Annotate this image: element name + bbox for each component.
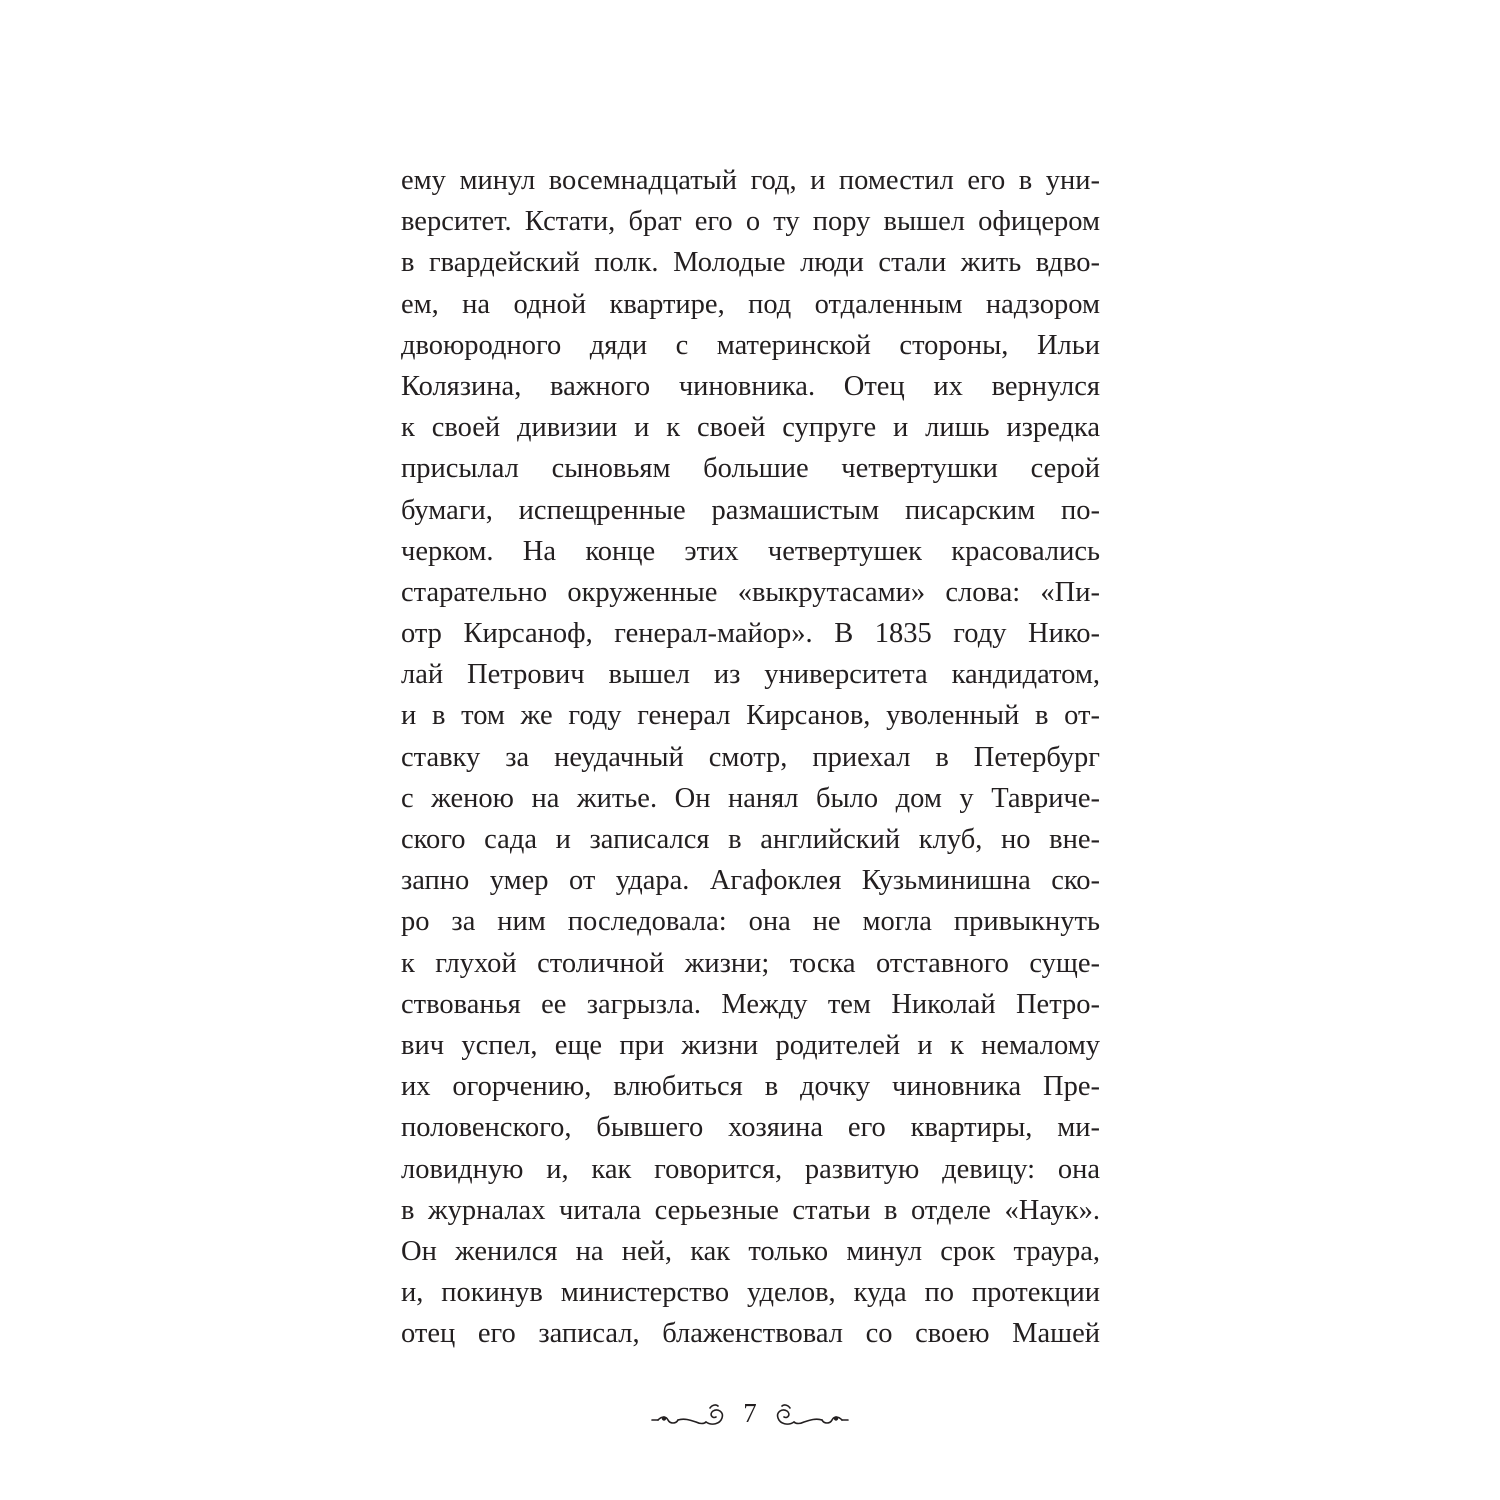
text-line: и в том же году генерал Кирсанов, уволенный в от- xyxy=(401,700,1100,732)
text-line: ставку за неудачный смотр, приехал в Петербург xyxy=(401,741,1100,773)
text-line: ем, на одной квартире, под отдаленным надзором xyxy=(401,288,1100,320)
text-line: верситет. Кстати, брат его о ту пору вышел офицером xyxy=(401,206,1100,238)
text-line: в журналах читала серьезные статьи в отделе «Наук». xyxy=(401,1194,1100,1226)
text-line: с женою на житье. Он нанял было дом у Тавриче- xyxy=(401,782,1100,814)
text-line: бумаги, испещренные размашистым писарским по- xyxy=(401,494,1100,526)
text-line: к своей дивизии и к своей супруге и лишь изредка xyxy=(401,412,1100,444)
text-line: и, покинув министерство уделов, куда по протекции xyxy=(401,1277,1100,1309)
text-line: лай Петрович вышел из университета кандидатом, xyxy=(401,659,1100,691)
text-line: ствованья ее загрызла. Между тем Николай Петро- xyxy=(401,988,1100,1020)
text-line: в гвардейский полк. Молодые люди стали жить вдво- xyxy=(401,247,1100,279)
text-line: к глухой столичной жизни; тоска отставного суще- xyxy=(401,947,1100,979)
text-line: ловидную и, как говорится, развитую девицу: она xyxy=(401,1153,1100,1185)
text-line: ему минул восемнадцатый год, и поместил его в уни- xyxy=(401,165,1100,196)
page-number: 7 xyxy=(743,1398,757,1428)
text-line: черком. На конце этих четвертушек красовались xyxy=(401,535,1100,567)
text-line: старательно окруженные «выкрутасами» слова: «Пи- xyxy=(401,576,1100,608)
page-footer xyxy=(650,1396,850,1436)
text-line: их огорчению, влюбиться в дочку чиновника Пре- xyxy=(401,1071,1100,1103)
text-line: вич успел, еще при жизни родителей и к немалому xyxy=(401,1029,1100,1061)
text-line: ского сада и записался в английский клуб, но вне- xyxy=(401,824,1100,855)
text-line: Колязина, важного чиновника. Отец их вернулся xyxy=(401,370,1100,402)
scroll-flourish-right-icon xyxy=(772,1402,850,1432)
scroll-flourish-left-icon xyxy=(650,1402,728,1432)
body-text xyxy=(401,160,1100,1354)
text-line: половенского, бывшего хозяина его квартиры, ми- xyxy=(401,1112,1100,1144)
text-line: отец его записал, блаженствовал со своею Машей xyxy=(401,1318,1100,1350)
text-line: ро за ним последовала: она не могла привыкнуть xyxy=(401,906,1100,938)
text-line: отр Кирсаноф, генерал-майор». В 1835 году Нико- xyxy=(401,618,1100,650)
text-line: Он женился на ней, как только минул срок траура, xyxy=(401,1235,1100,1267)
text-line: присылал сыновьям большие четвертушки серой xyxy=(401,453,1100,485)
text-line: двоюродного дяди с материнской стороны, Ильи xyxy=(401,329,1100,361)
text-line: запно умер от удара. Агафоклея Кузьминишна ско- xyxy=(401,865,1100,897)
